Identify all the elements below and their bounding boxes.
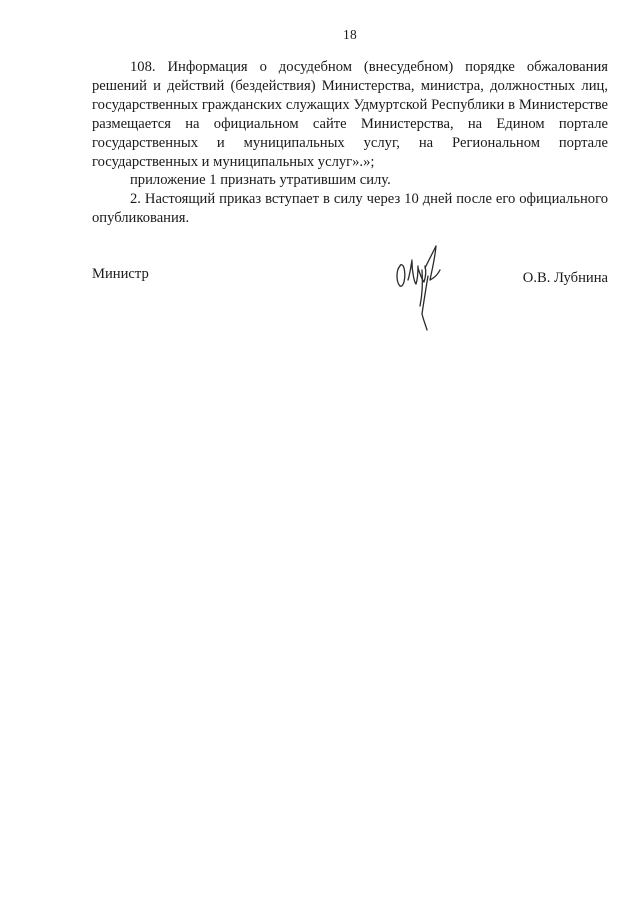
signatory-title: Министр — [92, 266, 149, 282]
handwritten-signature — [392, 240, 448, 332]
document-body — [92, 58, 608, 228]
paragraph-108: 108. Информация о досудебном (внесудебном) порядке обжалования решений и действий (бездействия) Министерства, министра, должностных лиц, государственных гражданских служащих Удмуртской Республики в Министерстве размещается на официальном сайте Министерства, на Едином портале государственных и муниципальных услуг, на Региональном портале государственных и муниципальных услуг».»; — [92, 59, 608, 170]
paragraph-effective-date: 2. Настоящий приказ вступает в силу через 10 дней после его официального опубликования. — [92, 191, 608, 227]
signatory-name: О.В. Лубнина — [522, 270, 608, 286]
page-number: 18 — [343, 27, 357, 42]
signature-block — [92, 266, 608, 286]
paragraph-appendix-revoked: приложение 1 признать утратившим силу. — [130, 172, 391, 189]
